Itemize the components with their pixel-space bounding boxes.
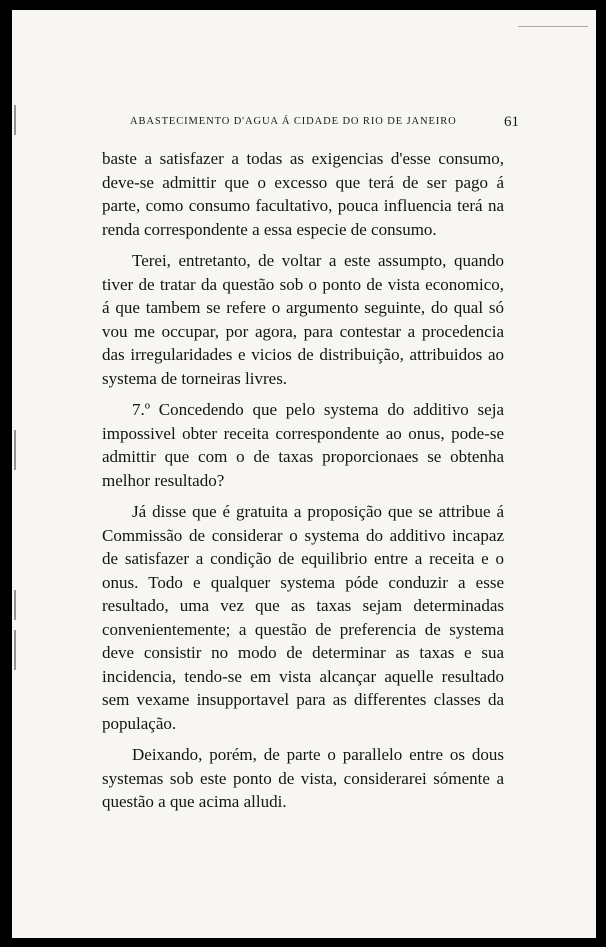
- paragraph-2: Terei, entretanto, de voltar a este assumpto, quando tiver de tratar da questão sob o ponto de vista economico, á que tambem se refere o argumento seguinte, do qual só vou me occupar, por agora, para contestar a procedencia das irregularidades e vicios de distribuição, attribuidos ao systema de torneiras livres.: [102, 251, 504, 388]
- paragraph-1: baste a satisfazer a todas as exigencias d'esse consumo, deve-se admittir que o excesso que terá de ser pago á parte, como consumo facultativo, pouca influencia terá na renda correspondente a essa especie de consumo.: [102, 149, 504, 239]
- scan-edge-mark: [0, 8, 8, 22]
- scan-edge-speck: [14, 430, 16, 470]
- scan-edge-speck: [14, 630, 16, 670]
- body-text: [102, 147, 504, 822]
- scan-edge-speck: [14, 105, 16, 135]
- scan-artifact-line: [518, 26, 588, 27]
- paragraph-3: 7.º Concedendo que pelo systema do additivo seja impossivel obter receita correspondente ao onus, pode-se admittir que com o de taxas proporcionaes se obtenha melhor resultado?: [102, 400, 504, 490]
- running-head-title: ABASTECIMENTO D'AGUA Á CIDADE DO RIO DE JANEIRO: [130, 116, 457, 127]
- page-number: 61: [504, 114, 519, 130]
- book-page: [12, 10, 596, 938]
- paragraph-5: Deixando, porém, de parte o parallelo entre os dous systemas sob este ponto de vista, considerarei sómente a questão a que acima alludi.: [102, 745, 504, 811]
- scan-edge-speck: [14, 590, 16, 620]
- paragraph-4: Já disse que é gratuita a proposição que se attribue á Commissão de considerar o systema do additivo incapaz de satisfazer a condição de equilibrio entre a receita e o onus. Todo e qualquer systema póde conduzir a esse resultado, uma vez que as taxas sejam determinadas convenientemente; a questão de preferencia de systema deve consistir no modo de determinar as taxas e sua incidencia, tendo-se em vista alcançar aquelle resultado sem vexame insupportavel para as differentes classes da população.: [102, 502, 504, 733]
